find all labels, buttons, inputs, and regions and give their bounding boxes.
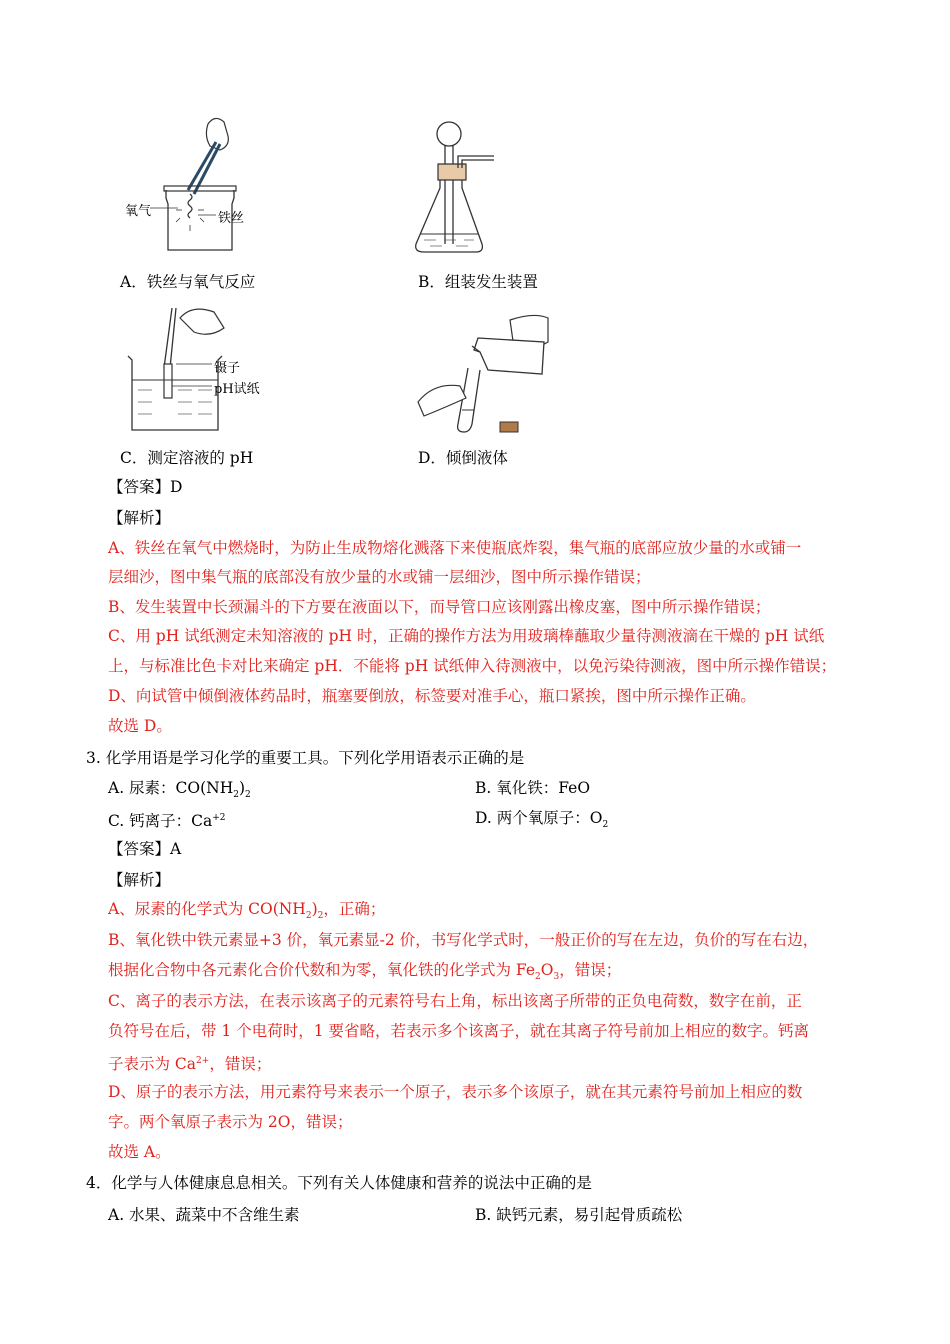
label-iron-wire: 铁丝 [218, 211, 245, 226]
label-oxygen: 氧气 [125, 204, 152, 219]
q3-option-a: A. 尿素：$CO(NH_2)_2$ [108, 779, 251, 801]
q2-analysis-a-line2: 层细沙，图中集气瓶的底部没有放少量的水或铺一层细沙，图中所示操作错误； [108, 568, 651, 586]
q3-analysis-a: A、尿素的化学式为 $CO(NH_2)_2$，正确； [108, 900, 386, 922]
q3-analysis-d-line1: D、原子的表示方法，用元素符号来表示一个原子，表示多个该原子，就在其元素符号前加上相应的数 [108, 1083, 803, 1101]
q3-option-d: D. 两个氧原子：$O_2$ [475, 809, 609, 831]
q2-analysis-c-line1: C、用 pH 试纸测定未知溶液的 pH 时，正确的操作方法为用玻璃棒蘸取少量待测液滴在干燥的 pH 试纸 [108, 627, 825, 645]
q2-analysis-b: B、发生装置中长颈漏斗的下方要在液面以下，而导管口应该刚露出橡皮塞，图中所示操作错误； [108, 598, 771, 616]
q2-analysis-d: D、向试管中倾倒液体药品时，瓶塞要倒放，标签要对准手心，瓶口紧挨，图中所示操作正确。 [108, 687, 756, 705]
figure-a-iron-wire-combustion [120, 110, 280, 260]
q2-analysis-a-line1: A、铁丝在氧气中燃烧时，为防止生成物熔化溅落下来使瓶底炸裂，集气瓶的底部应放少量的水或铺一 [108, 539, 802, 557]
q4-stem: 4．化学与人体健康息息相关。下列有关人体健康和营养的说法中正确的是 [86, 1174, 592, 1192]
q2-answer: 【答案】D [108, 478, 183, 496]
q2-analysis-c-line2: 上，与标准比色卡对比来确定 pH．不能将 pH 试纸伸入待测液中，以免污染待测液，图中所示操作错误； [108, 657, 837, 675]
q2-analysis-heading: 【解析】 [108, 509, 171, 527]
q3-analysis-b-line1: B、氧化铁中铁元素显+3 价，氧元素显-2 价，书写化学式时，一般正价的写在左边，负价的写在右边， [108, 931, 819, 949]
figure-b-gas-generator [410, 112, 520, 262]
label-ph-paper: pH试纸 [214, 382, 260, 397]
q3-option-c: C. 钙离子：$Ca^{+2}$ [108, 812, 226, 831]
q3-conclusion: 故选 A。 [108, 1143, 171, 1161]
figure-d-pouring-liquid [414, 312, 554, 442]
q3-analysis-heading: 【解析】 [108, 871, 171, 889]
caption-c: C．测定溶液的 pH [120, 449, 254, 467]
q3-answer: 【答案】A [108, 840, 182, 858]
q3-analysis-c-line1: C、离子的表示方法，在表示该离子的元素符号右上角，标出该离子所带的正负电荷数，数字在前，正 [108, 992, 802, 1010]
caption-d: D．倾倒液体 [418, 449, 508, 467]
q3-analysis-d-line2: 字。两个氧原子表示为 2O，错误； [108, 1113, 353, 1131]
q4-option-b: B. 缺钙元素，易引起骨质疏松 [475, 1206, 683, 1224]
q3-analysis-c-line2: 负符号在后，带 1 个电荷时，1 要省略，若表示多个该离子，就在其离子符号前加上相应的数字。钙离 [108, 1022, 810, 1040]
q3-analysis-c-line3: 子表示为 $Ca^{2+}$，错误； [108, 1055, 272, 1074]
q3-analysis-b-line2: 根据化合物中各元素化合价代数和为零，氧化铁的化学式为 $Fe_2O_3$，错误； [108, 961, 622, 983]
q4-option-a: A. 水果、蔬菜中不含维生素 [108, 1206, 300, 1224]
caption-b: B．组装发生装置 [418, 273, 538, 291]
label-tweezers: 镊子 [214, 361, 241, 376]
q3-option-b: B. 氧化铁：FeO [475, 779, 591, 797]
caption-a: A．铁丝与氧气反应 [120, 273, 256, 291]
q2-conclusion: 故选 D。 [108, 717, 172, 735]
q3-stem: 3. 化学用语是学习化学的重要工具。下列化学用语表示正确的是 [86, 749, 525, 767]
